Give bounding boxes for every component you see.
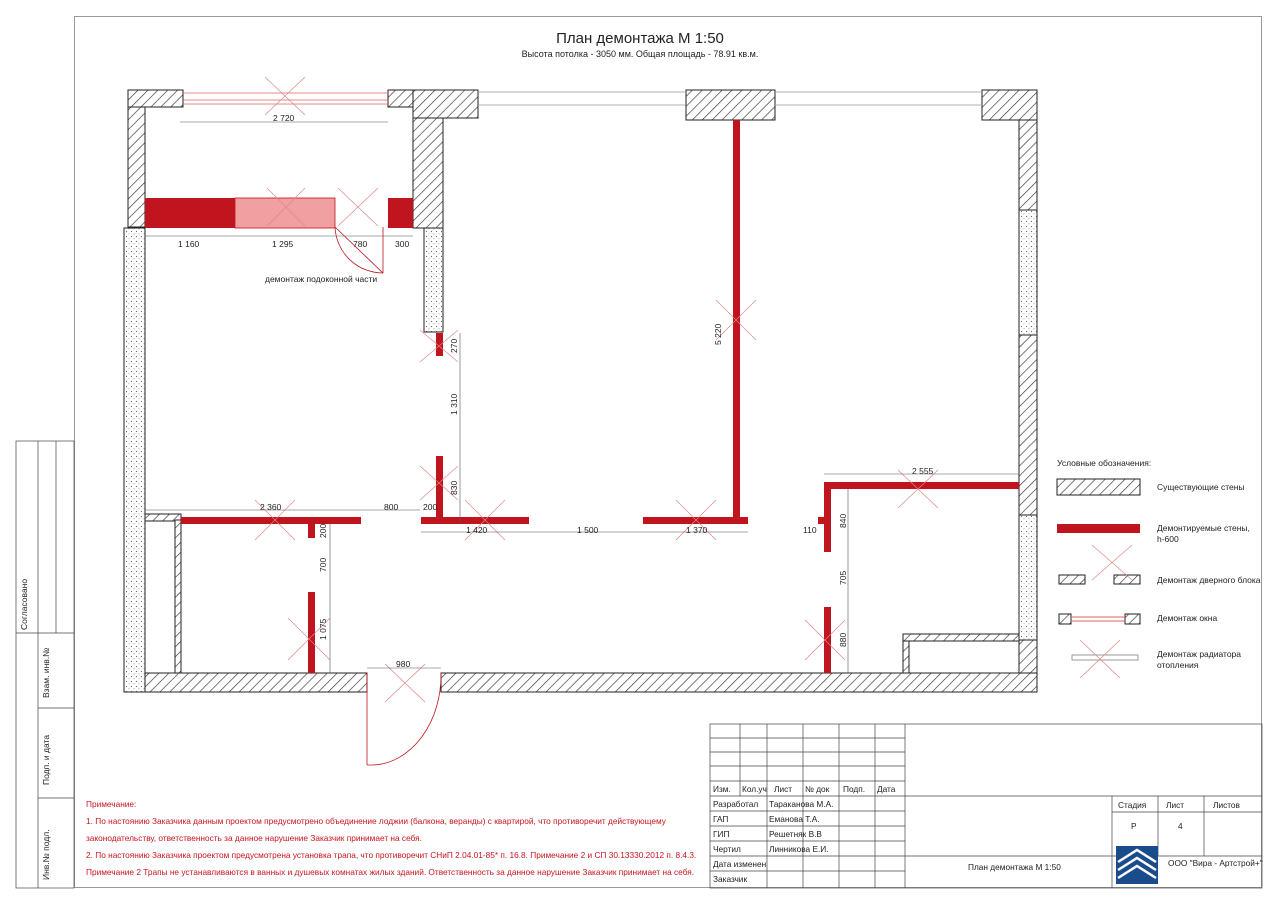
dim-5220: 5 220 [713,323,723,345]
dim-2720: 2 720 [273,113,295,123]
legend-existing-walls: Существующие стены [1157,482,1245,492]
stamp-sheet-value: 4 [1178,821,1183,831]
dim-200b: 200 [318,523,328,538]
notes-heading: Примечание: [86,799,137,809]
dim-705: 705 [838,570,848,585]
stamp-header-date: Дата [877,784,896,794]
side-agreed: Согласовано [19,578,29,630]
legend-radiator-demolition: Демонтаж радиатора отопления [1157,649,1242,670]
stamp-header-doc: № док [805,784,830,794]
note-line: Примечание 2 Трапы не устанавливаются в ванных и душевых комнатах жилых зданий. Ответственность за данное нарушение Заказчик принимает на себя. [86,867,695,877]
notes-block [86,796,697,881]
dim-980: 980 [396,659,411,669]
legend-heading: Условные обозначения: [1057,458,1152,468]
stamp-name: Тараканова М.А. [769,799,834,809]
stamp-role: ГАП [713,814,729,824]
stamp-header-izm: Изм. [713,784,731,794]
stamp-sheets-label: Листов [1213,800,1240,810]
dim-1295: 1 295 [272,239,294,249]
dim-1075: 1 075 [318,618,328,640]
dim-830: 830 [449,480,459,495]
dim-1160: 1 160 [178,239,200,249]
legend-door-demolition: Демонтаж дверного блока [1157,575,1261,585]
side-inv-replace: Взам. инв.№ [41,647,51,698]
stamp-role: Разработал [713,799,759,809]
stamp-company: ООО "Вира - Артстрой+" [1168,858,1263,868]
legend-window-demolition: Демонтаж окна [1157,613,1218,623]
dim-2555: 2 555 [912,466,934,476]
stamp-role: Дата изменен [713,859,767,869]
stamp-sheet-title: План демонтажа М 1:50 [968,862,1061,872]
note-line: 2. По настоянию Заказчика проектом предусмотрена установка трапа, что противоречит СНиП 2.04.01-85* п. 16.8. Примечание 2 и СП 30.13330.2012 п. 8.4.3. [86,850,697,860]
dim-2360: 2 360 [260,502,282,512]
stamp-name: Линникова Е.И. [769,844,829,854]
stamp-role: Заказчик [713,874,748,884]
stamp-header-sign: Подп. [843,784,866,794]
callout-sill-demolition: демонтаж подоконной части [265,274,378,284]
side-inv-original: Инв.№ подл. [41,829,51,880]
side-sign-date: Подп. и дата [41,734,51,785]
dim-1370: 1 370 [686,525,708,535]
stamp-stage-value: Р [1131,821,1137,831]
dim-270: 270 [449,338,459,353]
dim-700: 700 [318,557,328,572]
stamp-name: Еманова Т.А. [769,814,820,824]
dim-200a: 200 [423,502,438,512]
stamp-sheet-label: Лист [1166,800,1185,810]
dim-1500: 1 500 [577,525,599,535]
dim-800: 800 [384,502,399,512]
dim-1310: 1 310 [449,393,459,415]
stamp-role: Чертил [713,844,741,854]
dim-840: 840 [838,513,848,528]
drawing-subtitle: Высота потолка - 3050 мм. Общая площадь - 78.91 кв.м. [521,49,759,59]
note-line: 1. По настоянию Заказчика данным проектом предусмотрено объединение лоджии (балкона, веранды) с квартирой, что противоречит действующему [86,816,666,826]
legend-demolished-walls: Демонтируемые стены, h-600 [1157,523,1250,544]
stamp-role: ГИП [713,829,730,839]
stamp-stage-label: Стадия [1118,800,1147,810]
dim-780: 780 [353,239,368,249]
dim-1420: 1 420 [466,525,488,535]
note-line: законодательству, ответственность за данное нарушение Заказчик принимает на себя. [86,833,422,843]
stamp-header-kol: Кол.уч [742,784,767,794]
dim-880: 880 [838,632,848,647]
dim-300: 300 [395,239,410,249]
stamp-name: Решетняк В.В [769,829,822,839]
dim-110: 110 [803,525,817,535]
stamp-header-list: Лист [774,784,793,794]
drawing-title: План демонтажа М 1:50 [556,30,724,47]
